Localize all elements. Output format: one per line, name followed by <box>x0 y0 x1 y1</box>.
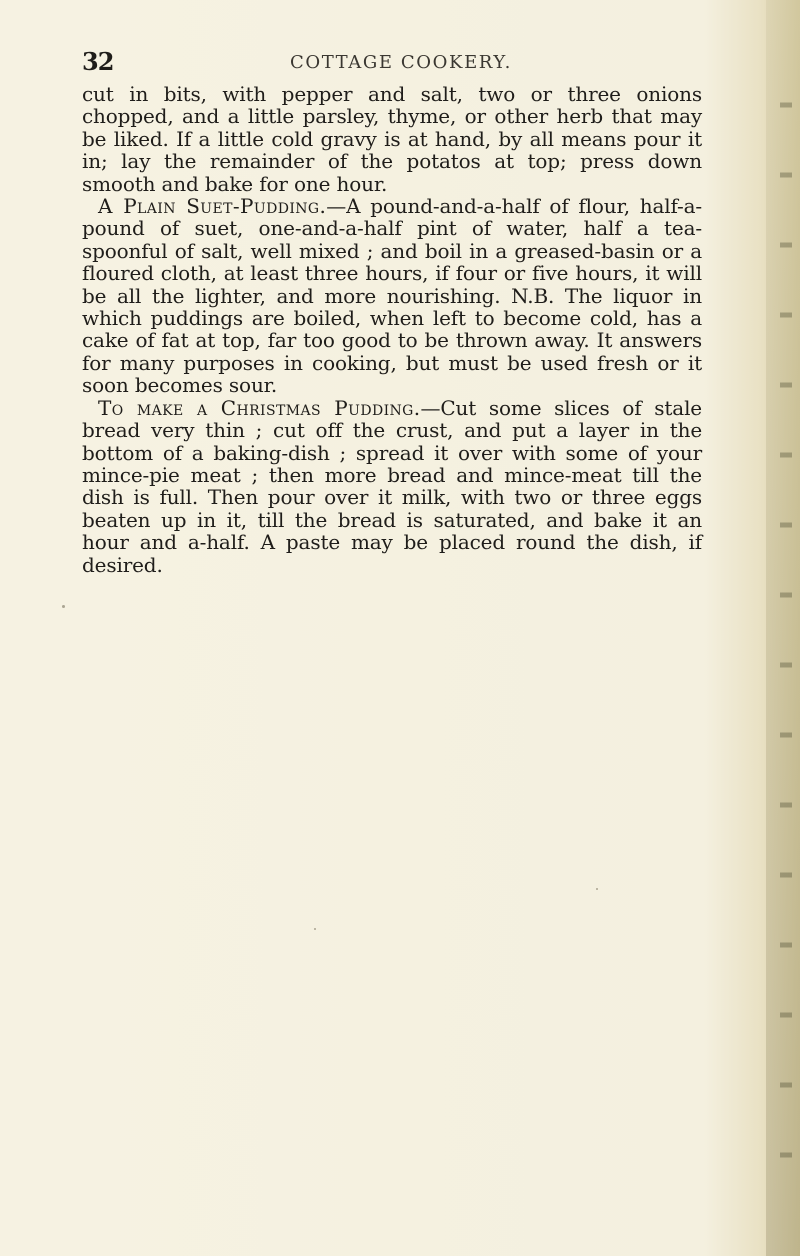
paragraph-text: cut in bits, with pepper and salt, two or three onions chopped, and a little parsley, thyme, or other herb that may be liked. If a little cold gravy is at hand, by all means pour it in; lay the remainder of the potatos at top; press down smooth and bake for one hour. <box>82 82 702 196</box>
page-header <box>82 47 692 85</box>
paragraph-christmas-pudding <box>82 397 702 576</box>
recipe-heading: To make a Christmas Pudding. <box>98 395 421 420</box>
page-body <box>82 83 702 576</box>
paragraph-continuation <box>82 83 702 195</box>
page-edge-marks <box>780 70 792 1210</box>
paper-speck <box>596 888 598 890</box>
recipe-heading: A Plain Suet-Pudding. <box>98 194 327 219</box>
paragraph-text: —A pound-and-a-half of flour, half-a-pound of suet, one-and-a-half pint of water, half a tea-spoonful of salt, well mixed ; and boil in a greased-basin or a floured cloth, at least three hours, if four or five hours, it will be all the lighter, and more nourishing. N.B. The liquor in which puddings are boiled, when left to become cold, has a cake of fat at top, far too good to be thrown away. It answers for many purposes in cooking, but must be used fresh or it soon becomes sour. <box>82 194 703 398</box>
paragraph-text: —Cut some slices of stale bread very thin ; cut off the crust, and put a layer in the bottom of a baking-dish ; spread it over with some of your mince-pie meat ; then more bread and mince-meat till the dish is full. Then pour over it milk, with two or three eggs beaten up in it, till the bread is saturated, and bake it an hour and a-half. A paste may be placed round the dish, if desired. <box>82 395 702 577</box>
paper-speck <box>314 928 316 930</box>
running-head: COTTAGE COOKERY. <box>290 52 512 73</box>
paragraph-suet-pudding <box>82 195 702 397</box>
paper-speck <box>62 605 65 608</box>
page-number: 32 <box>82 47 114 76</box>
